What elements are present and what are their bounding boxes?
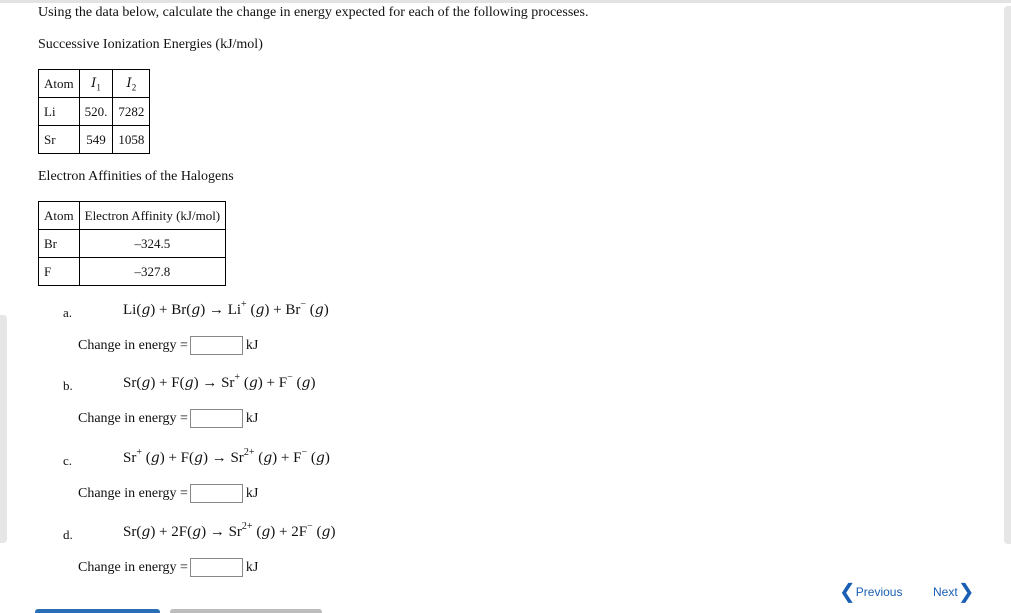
problem-c-label: c. <box>63 453 73 468</box>
problem-a-label: a. <box>63 305 73 320</box>
table-header-row <box>39 70 150 98</box>
next-label: Next <box>933 585 958 599</box>
problem-d-label: d. <box>63 527 73 542</box>
problem-d-answer-row <box>78 558 258 577</box>
change-in-energy-label: Change in energy = <box>78 410 188 426</box>
problem-b-equation: Sr(g) + F(g) → Sr+ (g) + F− (g) <box>123 372 316 391</box>
atom-cell: Li <box>39 98 80 126</box>
active-tab-indicator[interactable] <box>35 609 160 613</box>
table-header-row <box>39 202 226 230</box>
header-atom: Atom <box>39 70 80 98</box>
header-affinity: Electron Affinity (kJ/mol) <box>79 202 226 230</box>
problem-a-answer-row <box>78 336 258 355</box>
problem-b-answer-row <box>78 409 258 428</box>
chevron-left-icon: ❮ <box>839 581 856 603</box>
table-row <box>39 258 226 286</box>
change-in-energy-label: Change in energy = <box>78 559 188 575</box>
atom-cell: Sr <box>39 126 80 154</box>
atom-cell: F <box>39 258 80 286</box>
atom-cell: Br <box>39 230 80 258</box>
change-in-energy-label: Change in energy = <box>78 337 188 353</box>
left-scroll-edge <box>0 315 7 543</box>
problem-c-answer-row <box>78 484 258 503</box>
problem-b-label: b. <box>63 378 73 393</box>
previous-label: Previous <box>855 585 903 599</box>
i1-cell: 549 <box>79 126 113 154</box>
previous-button[interactable] <box>839 582 902 602</box>
ionization-caption: Successive Ionization Energies (kJ/mol) <box>38 37 263 52</box>
problem-d-equation: $Sr(g) + 2F(g) \to Sr^{2+}$ (g) + 2F− (g) <box>123 521 336 540</box>
problem-c-equation: Sr+ $(g) + F(g) \to Sr^{2+}$ (g) + F− (g) <box>123 447 330 466</box>
header-i2: $I_2$ <box>113 70 150 98</box>
unit-label: kJ <box>245 485 259 501</box>
unit-label: kJ <box>245 410 259 426</box>
inactive-tab-indicator[interactable] <box>170 609 322 613</box>
instructions: Using the data below, calculate the change in energy expected for each of the following processes. <box>38 5 589 20</box>
ionization-table <box>38 69 150 154</box>
unit-label: kJ <box>245 337 259 353</box>
unit-label: kJ <box>245 559 259 575</box>
i2-cell: 7282 <box>113 98 150 126</box>
affinity-cell: –327.8 <box>79 258 226 286</box>
chevron-right-icon: ❯ <box>957 581 975 603</box>
problem-a-equation: Li(g) + Br(g) → Li+ (g) + Br− (g) <box>123 299 329 318</box>
problem-a-input[interactable] <box>190 336 243 355</box>
i1-cell: 520. <box>79 98 113 126</box>
problem-d-input[interactable] <box>190 558 243 577</box>
affinity-cell: –324.5 <box>79 230 226 258</box>
table-row <box>39 126 150 154</box>
problem-b-input[interactable] <box>190 409 243 428</box>
header-i1: $I_1$ <box>79 70 113 98</box>
affinity-table <box>38 201 226 286</box>
header-atom: Atom <box>39 202 80 230</box>
right-scroll-edge[interactable] <box>1004 6 1011 544</box>
i2-cell: 1058 <box>113 126 150 154</box>
top-border <box>0 0 1011 3</box>
change-in-energy-label: Change in energy = <box>78 485 188 501</box>
next-button[interactable] <box>933 582 974 602</box>
table-row <box>39 230 226 258</box>
problem-c-input[interactable] <box>190 484 243 503</box>
affinity-caption: Electron Affinities of the Halogens <box>38 169 234 184</box>
table-row <box>39 98 150 126</box>
